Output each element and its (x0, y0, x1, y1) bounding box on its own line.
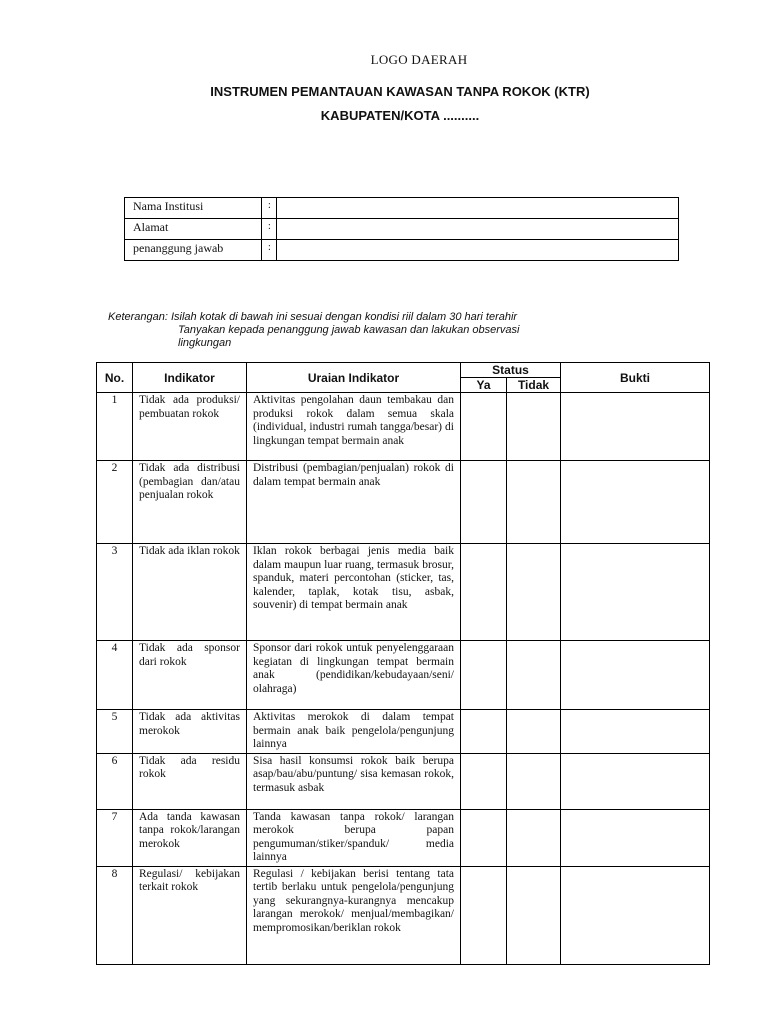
header-ya: Ya (461, 378, 507, 393)
status-ya-cell[interactable] (461, 544, 507, 641)
header-bukti: Bukti (561, 363, 710, 393)
header-uraian: Uraian Indikator (247, 363, 461, 393)
document-subtitle: KABUPATEN/KOTA .......... (320, 108, 480, 123)
status-tidak-cell[interactable] (507, 641, 561, 710)
status-tidak-cell[interactable] (507, 393, 561, 461)
bukti-cell[interactable] (561, 809, 710, 866)
row-uraian: Iklan rokok berbagai jenis media baik dalam maupun luar ruang, termasuk brosur, spanduk, materi percontohan (sticker, tas, kalender, taplak, kotak tisu, asbak, souvenir) di tempat bermain anak (247, 544, 461, 641)
row-indikator: Tidak ada produksi/ pembuatan rokok (133, 393, 247, 461)
info-label: penanggung jawab (125, 240, 262, 261)
row-indikator: Tidak ada aktivitas merokok (133, 710, 247, 754)
bukti-cell[interactable] (561, 641, 710, 710)
row-uraian: Aktivitas merokok di dalam tempat bermain anak baik pengelola/pengunjung lainnya (247, 710, 461, 754)
row-number: 7 (97, 809, 133, 866)
table-row (97, 753, 710, 809)
table-row (97, 544, 710, 641)
bukti-cell[interactable] (561, 393, 710, 461)
status-ya-cell[interactable] (461, 809, 507, 866)
status-ya-cell[interactable] (461, 461, 507, 544)
bukti-cell[interactable] (561, 866, 710, 964)
table-row (97, 393, 710, 461)
row-indikator: Tidak ada residu rokok (133, 753, 247, 809)
row-indikator: Tidak ada distribusi (pembagian dan/atau penjualan rokok (133, 461, 247, 544)
status-tidak-cell[interactable] (507, 710, 561, 754)
row-uraian: Sponsor dari rokok untuk penyelenggaraan kegiatan di lingkungan tempat bermain anak (pendidikan/kebudayaan/seni/ olahraga) (247, 641, 461, 710)
table-header-row (97, 363, 710, 378)
info-colon: : (262, 240, 277, 261)
info-value-field[interactable] (277, 198, 679, 219)
note-line: Keterangan: Isilah kotak di bawah ini sesuai dengan kondisi riil dalam 30 hari terahir (108, 311, 518, 323)
row-uraian: Sisa hasil konsumsi rokok baik berupa asap/bau/abu/puntung/ sisa kemasan rokok, termasuk asbak (247, 753, 461, 809)
bukti-cell[interactable] (561, 544, 710, 641)
institution-info-table (124, 197, 679, 261)
info-colon: : (262, 219, 277, 240)
bukti-cell[interactable] (561, 710, 710, 754)
row-number: 5 (97, 710, 133, 754)
row-number: 3 (97, 544, 133, 641)
bukti-cell[interactable] (561, 461, 710, 544)
logo-placeholder: LOGO DAERAH (370, 52, 468, 67)
header-no: No. (97, 363, 133, 393)
header-tidak: Tidak (507, 378, 561, 393)
instructions-note (108, 311, 708, 350)
table-row (97, 866, 710, 964)
status-tidak-cell[interactable] (507, 809, 561, 866)
bukti-cell[interactable] (561, 753, 710, 809)
info-colon: : (262, 198, 277, 219)
status-ya-cell[interactable] (461, 641, 507, 710)
note-line: Tanyakan kepada penanggung jawab kawasan dan lakukan observasi (178, 324, 520, 336)
info-label: Alamat (125, 219, 262, 240)
table-row (97, 641, 710, 710)
row-uraian: Tanda kawasan tanpa rokok/ larangan merokok berupa papan pengumuman/stiker/spanduk/ media lainnya (247, 809, 461, 866)
status-ya-cell[interactable] (461, 866, 507, 964)
header-indikator: Indikator (133, 363, 247, 393)
info-value-field[interactable] (277, 240, 679, 261)
status-ya-cell[interactable] (461, 753, 507, 809)
status-tidak-cell[interactable] (507, 866, 561, 964)
row-number: 8 (97, 866, 133, 964)
row-uraian: Aktivitas pengolahan daun tembakau dan produksi rokok dalam semua skala (individual, industri rumah tangga/besar) di lingkungan tempat bermain anak (247, 393, 461, 461)
status-tidak-cell[interactable] (507, 461, 561, 544)
row-indikator: Tidak ada sponsor dari rokok (133, 641, 247, 710)
status-tidak-cell[interactable] (507, 753, 561, 809)
row-number: 1 (97, 393, 133, 461)
row-number: 6 (97, 753, 133, 809)
row-uraian: Distribusi (pembagian/penjualan) rokok di dalam tempat bermain anak (247, 461, 461, 544)
row-indikator: Tidak ada iklan rokok (133, 544, 247, 641)
header-status: Status (461, 363, 561, 378)
row-number: 4 (97, 641, 133, 710)
table-row (97, 710, 710, 754)
monitoring-table (96, 362, 710, 965)
row-indikator: Regulasi/ kebijakan terkait rokok (133, 866, 247, 964)
row-indikator: Ada tanda kawasan tanpa rokok/larangan merokok (133, 809, 247, 866)
info-value-field[interactable] (277, 219, 679, 240)
note-line: lingkungan (178, 337, 232, 349)
row-uraian: Regulasi / kebijakan berisi tentang tata tertib berlaku untuk pengelola/pengunjung yang sekurangnya-kurangnya mencakup larangan merokok/ menjual/membagikan/ mempromosikan/beriklan rokok (247, 866, 461, 964)
status-ya-cell[interactable] (461, 393, 507, 461)
table-row (97, 809, 710, 866)
row-number: 2 (97, 461, 133, 544)
table-row (97, 461, 710, 544)
document-title: INSTRUMEN PEMANTAUAN KAWASAN TANPA ROKOK (KTR) (210, 84, 590, 99)
info-row-alamat (125, 219, 679, 240)
info-label: Nama Institusi (125, 198, 262, 219)
info-row-penanggung-jawab (125, 240, 679, 261)
status-ya-cell[interactable] (461, 710, 507, 754)
info-row-nama (125, 198, 679, 219)
status-tidak-cell[interactable] (507, 544, 561, 641)
